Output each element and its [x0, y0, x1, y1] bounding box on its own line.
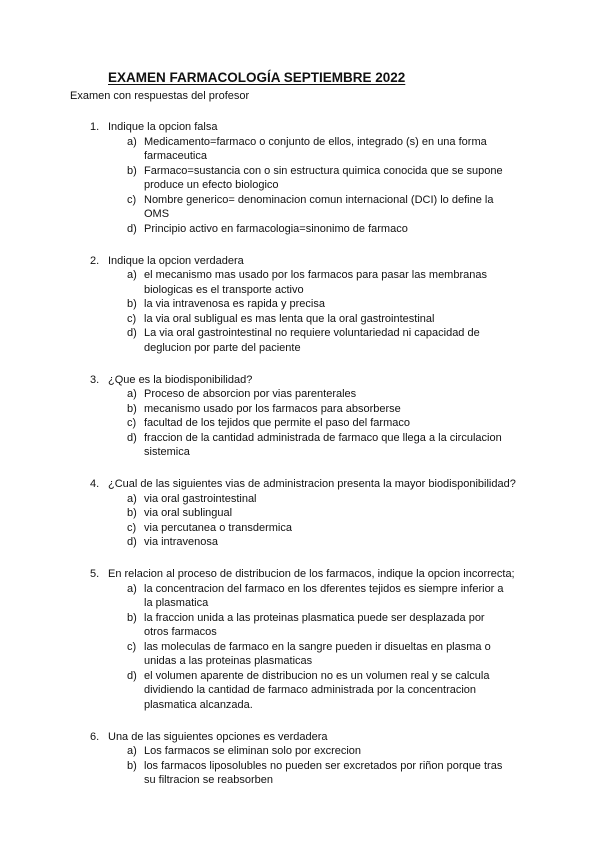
question-text — [90, 373, 540, 388]
option-text: la fraccion unida a las proteinas plasmatica puede ser desplazada por otros farmacos — [144, 611, 485, 638]
option-list — [90, 387, 540, 460]
option-text: Proceso de absorcion por vias parenterales — [144, 388, 357, 400]
question-text — [90, 120, 540, 135]
option-text: la via oral subligual es mas lenta que la oral gastrointestinal — [144, 312, 435, 325]
question-list — [90, 120, 540, 805]
option-text: Principio activo en farmacologia=sinonimo de farmaco — [144, 222, 408, 235]
option-text: las moleculas de farmaco en la sangre pueden ir disueltas en plasma o unidas a las proteinas plasmaticas — [144, 640, 491, 667]
answer-option — [90, 387, 504, 402]
question-item — [90, 477, 540, 550]
option-letter: a) — [127, 135, 137, 148]
option-text: fraccion de la cantidad administrada de farmaco que llega a la circulacion sistemica — [144, 431, 502, 458]
answer-option — [90, 222, 504, 237]
question-number: 6. — [90, 730, 100, 743]
answer-option — [90, 431, 504, 460]
option-letter: b) — [127, 298, 137, 310]
option-text: Medicamento=farmaco o conjunto de ellos, integrado (s) en una forma farmaceutica — [144, 135, 487, 162]
option-letter: a) — [127, 745, 137, 757]
option-letter: b) — [127, 611, 137, 624]
answer-option — [90, 669, 504, 713]
option-text: via oral sublingual — [144, 507, 233, 519]
option-letter: a) — [127, 269, 137, 281]
option-list — [90, 135, 540, 237]
answer-option — [90, 582, 504, 611]
question-number: 3. — [90, 373, 100, 386]
answer-option — [90, 535, 504, 550]
question-stem: ¿Que es la biodisponibilidad? — [108, 373, 253, 386]
option-text: el volumen aparente de distribucion no es un volumen real y se calcula dividiendo la cantidad de farmaco administrada por la concentracion plasmatica alcanzada. — [144, 669, 490, 711]
option-text: la via intravenosa es rapida y precisa — [144, 298, 325, 310]
option-text: la concentracion del farmaco en los dferentes tejidos es siempre inferior a la plasmatica — [144, 582, 504, 609]
question-number: 2. — [90, 254, 100, 267]
answer-option — [90, 326, 504, 355]
question-number: 5. — [90, 568, 100, 580]
answer-option — [90, 611, 504, 640]
question-text — [90, 477, 540, 492]
option-text: mecanismo usado por los farmacos para absorberse — [144, 402, 401, 415]
question-text — [90, 567, 540, 582]
question-number: 4. — [90, 478, 100, 490]
answer-option — [90, 193, 504, 222]
answer-option — [90, 744, 504, 759]
answer-option — [90, 312, 504, 327]
option-letter: d) — [127, 222, 137, 235]
answer-option — [90, 492, 504, 507]
option-letter: c) — [127, 640, 137, 653]
answer-option — [90, 759, 504, 788]
answer-option — [90, 135, 504, 164]
option-text: via percutanea o transdermica — [144, 521, 292, 534]
option-list — [90, 492, 540, 550]
option-letter: b) — [127, 164, 137, 177]
question-stem: Indique la opcion falsa — [108, 121, 218, 133]
question-item — [90, 567, 540, 712]
option-text: La via oral gastrointestinal no requiere voluntariedad ni capacidad de deglucion por parte del paciente — [144, 327, 480, 354]
option-letter: b) — [127, 759, 137, 772]
question-item — [90, 254, 540, 356]
option-list — [90, 744, 540, 788]
answer-option — [90, 402, 504, 417]
option-letter: d) — [127, 536, 137, 548]
question-stem: Una de las siguientes opciones es verdadera — [108, 730, 328, 743]
option-list — [90, 268, 540, 355]
option-text: el mecanismo mas usado por los farmacos para pasar las membranas biologicas es el transporte activo — [144, 269, 487, 296]
question-stem: Indique la opcion verdadera — [108, 254, 244, 267]
option-letter: c) — [127, 521, 137, 534]
question-number: 1. — [90, 121, 100, 133]
option-text: via oral gastrointestinal — [144, 492, 257, 505]
option-letter: d) — [127, 431, 137, 444]
question-stem: ¿Cual de las siguientes vias de administracion presenta la mayor biodisponibilidad? — [108, 478, 516, 490]
answer-option — [90, 640, 504, 669]
option-letter: b) — [127, 402, 137, 415]
option-list — [90, 582, 540, 713]
option-letter: c) — [127, 417, 137, 429]
question-item — [90, 120, 540, 236]
option-letter: a) — [127, 582, 137, 595]
answer-option — [90, 506, 504, 521]
answer-option — [90, 268, 504, 297]
option-text: los farmacos liposolubles no pueden ser excretados por riñon porque tras su filtracion se reabsorben — [144, 759, 503, 786]
answer-option — [90, 297, 504, 312]
question-text — [90, 730, 540, 745]
option-text: Los farmacos se eliminan solo por excrecion — [144, 745, 362, 757]
question-item — [90, 373, 540, 460]
option-letter: a) — [127, 492, 137, 505]
option-letter: b) — [127, 507, 137, 519]
answer-option — [90, 416, 504, 431]
question-stem: En relacion al proceso de distribucion de los farmacos, indique la opcion incorrecta; — [108, 568, 515, 580]
document-title: EXAMEN FARMACOLOGÍA SEPTIEMBRE 2022 — [108, 70, 406, 85]
option-text: facultad de los tejidos que permite el paso del farmaco — [144, 417, 410, 429]
option-letter: c) — [127, 193, 137, 206]
option-text: Farmaco=sustancia con o sin estructura quimica conocida que se supone produce un efecto biologico — [144, 164, 503, 191]
answer-option — [90, 521, 504, 536]
question-text — [90, 254, 540, 269]
question-item — [90, 730, 540, 788]
answer-option — [90, 164, 504, 193]
option-letter: d) — [127, 327, 137, 339]
document-subtitle: Examen con respuestas del profesor — [70, 90, 250, 102]
option-text: Nombre generico= denominacion comun internacional (DCI) lo define la OMS — [144, 193, 494, 220]
option-letter: c) — [127, 312, 137, 325]
option-letter: d) — [127, 669, 137, 682]
option-letter: a) — [127, 388, 137, 400]
option-text: via intravenosa — [144, 536, 218, 548]
